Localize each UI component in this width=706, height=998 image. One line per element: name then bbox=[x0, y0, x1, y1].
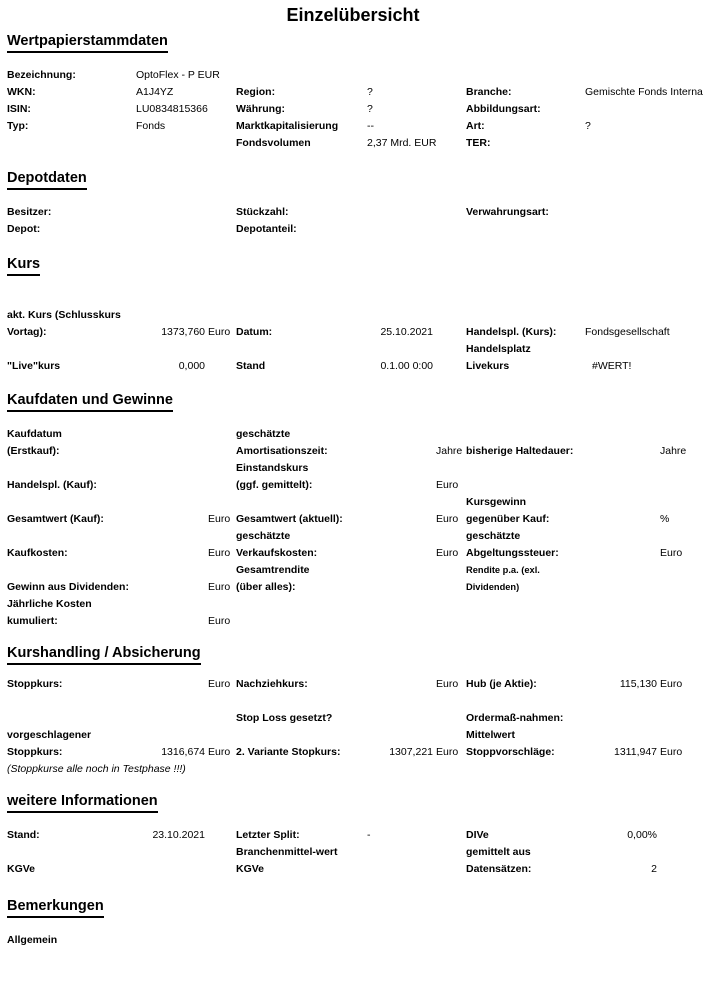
field-label: Vortag): bbox=[7, 326, 47, 338]
section-heading bbox=[7, 643, 699, 663]
data-row bbox=[7, 613, 699, 630]
field-label: ISIN: bbox=[7, 103, 31, 115]
unit-label: Euro bbox=[208, 326, 231, 338]
field-label: DIVe bbox=[466, 829, 489, 841]
field-label: Stückzahl: bbox=[236, 206, 289, 218]
field-label: WKN: bbox=[7, 86, 36, 98]
field-value: 23.10.2021 bbox=[152, 829, 205, 841]
unit-label: Euro bbox=[208, 615, 231, 627]
field-value: ? bbox=[367, 103, 373, 115]
data-row bbox=[7, 761, 699, 778]
section-heading bbox=[7, 896, 699, 916]
data-row bbox=[7, 693, 699, 710]
section-heading-text: Kurs bbox=[7, 254, 40, 276]
field-label: Marktkapitalisierung bbox=[236, 120, 339, 132]
unit-label: Jahre bbox=[436, 445, 463, 457]
data-row bbox=[7, 221, 699, 238]
field-value: OptoFlex - P EUR bbox=[136, 69, 220, 81]
field-label: Abgeltungssteuer: bbox=[466, 547, 559, 559]
data-row bbox=[7, 727, 699, 744]
data-row bbox=[7, 545, 699, 562]
field-value: 1307,221 bbox=[389, 746, 433, 758]
unit-label: Euro bbox=[208, 513, 231, 525]
field-label: bisherige Haltedauer: bbox=[466, 445, 574, 457]
data-row bbox=[7, 204, 699, 221]
field-label: Kursgewinn bbox=[466, 496, 527, 508]
field-value: 25.10.2021 bbox=[380, 326, 433, 338]
data-row bbox=[7, 477, 699, 494]
field-value: Fonds bbox=[136, 120, 166, 132]
data-row bbox=[7, 710, 699, 727]
field-label: Gewinn aus Dividenden: bbox=[7, 581, 129, 593]
section-heading-text: Kaufdaten und Gewinne bbox=[7, 390, 173, 412]
unit-label: Euro bbox=[208, 547, 231, 559]
data-row bbox=[7, 579, 699, 596]
field-label: Gesamtwert (aktuell): bbox=[236, 513, 343, 525]
field-label: Gesamtrendite bbox=[236, 564, 310, 576]
field-label: Stand: bbox=[7, 829, 40, 841]
data-row bbox=[7, 562, 699, 579]
field-value: 0.1.00 0:00 bbox=[380, 360, 433, 372]
section-heading-text: Wertpapierstammdaten bbox=[7, 31, 168, 53]
field-label: Kaufkosten: bbox=[7, 547, 68, 559]
section-weitere-informationen bbox=[7, 791, 699, 878]
field-label: gemittelt aus bbox=[466, 846, 531, 858]
field-value: ? bbox=[585, 120, 591, 132]
field-value: 0,000 bbox=[178, 360, 205, 372]
section-kurs bbox=[7, 254, 699, 375]
unit-label: Euro bbox=[208, 581, 231, 593]
data-row bbox=[7, 932, 699, 949]
field-value: - bbox=[367, 829, 371, 841]
field-value: ? bbox=[367, 86, 373, 98]
section-rows bbox=[7, 67, 703, 152]
data-row bbox=[7, 135, 699, 152]
unit-label: Euro bbox=[436, 547, 459, 559]
section-kurshandling-absicherung bbox=[7, 643, 699, 778]
data-row bbox=[7, 118, 699, 135]
field-label: Gesamtwert (Kauf): bbox=[7, 513, 104, 525]
field-label: (Erstkauf): bbox=[7, 445, 60, 457]
unit-label: Euro bbox=[660, 547, 683, 559]
note-text: (Stoppkurse alle noch in Testphase !!!) bbox=[7, 763, 186, 775]
field-value: Fondsgesellschaft bbox=[585, 326, 670, 338]
field-label: Nachziehkurs: bbox=[236, 678, 308, 690]
field-label: Verwahrungsart: bbox=[466, 206, 549, 218]
field-value: LU0834815366 bbox=[136, 103, 208, 115]
section-heading-text: Kurshandling / Absicherung bbox=[7, 643, 201, 665]
section-depotdaten bbox=[7, 168, 699, 238]
data-row bbox=[7, 324, 699, 341]
unit-label: Euro bbox=[436, 746, 459, 758]
field-label: geschätzte bbox=[466, 530, 521, 542]
field-label: Rendite p.a. (exl. bbox=[466, 565, 540, 575]
field-label: kumuliert: bbox=[7, 615, 58, 627]
field-label: "Live"kurs bbox=[7, 360, 61, 372]
field-value: 0,00% bbox=[627, 829, 657, 841]
field-value: 1311,947 bbox=[613, 746, 657, 758]
field-label: Handelspl. (Kauf): bbox=[7, 479, 97, 491]
field-label: Kaufdatum bbox=[7, 428, 62, 440]
section-heading bbox=[7, 791, 699, 811]
unit-label: Euro bbox=[660, 746, 683, 758]
section-kaufdaten-und-gewinne bbox=[7, 390, 699, 630]
field-label: geschätzte bbox=[236, 428, 291, 440]
field-label: Letzter Split: bbox=[236, 829, 300, 841]
field-label: TER: bbox=[466, 137, 491, 149]
data-row bbox=[7, 596, 699, 613]
field-label: Fondsvolumen bbox=[236, 137, 311, 149]
page-title: Einzelübersicht bbox=[286, 5, 420, 25]
field-label: Stand bbox=[236, 360, 266, 372]
field-value: 2,37 Mrd. EUR bbox=[367, 137, 437, 149]
field-label: 2. Variante Stopkurs: bbox=[236, 746, 341, 758]
data-row bbox=[7, 84, 703, 101]
field-label: Stoppkurs: bbox=[7, 678, 63, 690]
field-label: Abbildungsart: bbox=[466, 103, 541, 115]
unit-label: % bbox=[660, 513, 670, 525]
data-row bbox=[7, 844, 699, 861]
data-row bbox=[7, 494, 699, 511]
field-value: 2 bbox=[651, 863, 657, 875]
field-label: vorgeschlagener bbox=[7, 729, 92, 741]
field-label: Art: bbox=[466, 120, 485, 132]
field-label: Einstandskurs bbox=[236, 462, 309, 474]
field-label: Depotanteil: bbox=[236, 223, 297, 235]
unit-label: Euro bbox=[436, 678, 459, 690]
section-heading bbox=[7, 254, 699, 274]
unit-label: Euro bbox=[660, 678, 683, 690]
field-label: Livekurs bbox=[466, 360, 510, 372]
section-heading-text: Depotdaten bbox=[7, 168, 87, 190]
section-rows bbox=[7, 827, 699, 878]
unit-label: Euro bbox=[436, 513, 459, 525]
data-row bbox=[7, 528, 699, 545]
unit-label: Euro bbox=[208, 746, 231, 758]
field-label: Datum: bbox=[236, 326, 273, 338]
section-heading-text: weitere Informationen bbox=[7, 791, 158, 813]
data-row bbox=[7, 426, 699, 443]
field-label: Dividenden) bbox=[466, 582, 520, 592]
field-label: Amortisationszeit: bbox=[236, 445, 328, 457]
field-label: KGVe bbox=[7, 863, 36, 875]
field-label: Währung: bbox=[236, 103, 285, 115]
field-label: (über alles): bbox=[236, 581, 296, 593]
data-row bbox=[7, 676, 699, 693]
field-label: Typ: bbox=[7, 120, 29, 132]
data-row bbox=[7, 101, 699, 118]
unit-label: Euro bbox=[208, 678, 231, 690]
section-heading bbox=[7, 168, 699, 188]
field-label: Datensätzen: bbox=[466, 863, 532, 875]
field-label: Hub (je Aktie): bbox=[466, 678, 537, 690]
field-label: (ggf. gemittelt): bbox=[236, 479, 313, 491]
section-rows bbox=[7, 307, 699, 375]
section-heading bbox=[7, 390, 699, 410]
section-bemerkungen bbox=[7, 896, 699, 949]
field-label: Allgemein bbox=[7, 934, 58, 946]
data-row bbox=[7, 67, 699, 84]
field-label: Stoppkurs: bbox=[7, 746, 63, 758]
field-label: Depot: bbox=[7, 223, 41, 235]
field-value: A1J4YZ bbox=[136, 86, 174, 98]
section-heading-text: Bemerkungen bbox=[7, 896, 104, 918]
section-rows bbox=[7, 204, 699, 238]
field-value: 1373,760 bbox=[161, 326, 205, 338]
data-row bbox=[7, 443, 699, 460]
field-label: Verkaufskosten: bbox=[236, 547, 318, 559]
unit-label: Euro bbox=[436, 479, 459, 491]
data-row bbox=[7, 511, 699, 528]
field-value: Gemischte Fonds Interna bbox=[585, 86, 703, 98]
field-label: Besitzer: bbox=[7, 206, 52, 218]
field-label: Mittelwert bbox=[466, 729, 516, 741]
field-label: Handelspl. (Kurs): bbox=[466, 326, 557, 338]
section-rows bbox=[7, 932, 699, 949]
section-heading bbox=[7, 31, 699, 51]
field-value: 1316,674 bbox=[161, 746, 205, 758]
field-value: 115,130 bbox=[619, 678, 657, 690]
data-row bbox=[7, 744, 699, 761]
field-label: Branchenmittel-wert bbox=[236, 846, 338, 858]
field-label: gegenüber Kauf: bbox=[466, 513, 550, 525]
data-row bbox=[7, 861, 699, 878]
data-row bbox=[7, 460, 699, 477]
field-label: akt. Kurs (Schlusskurs bbox=[7, 309, 121, 321]
field-label: geschätzte bbox=[236, 530, 291, 542]
data-row bbox=[7, 358, 699, 375]
field-label: Handelsplatz bbox=[466, 343, 531, 355]
section-rows bbox=[7, 676, 699, 778]
data-row bbox=[7, 827, 699, 844]
field-label: Branche: bbox=[466, 86, 512, 98]
data-row bbox=[7, 307, 699, 324]
unit-label: Jahre bbox=[660, 445, 687, 457]
field-value: -- bbox=[367, 120, 374, 132]
section-wertpapierstammdaten bbox=[7, 31, 703, 152]
field-label: Stop Loss gesetzt? bbox=[236, 712, 333, 724]
field-value: #WERT! bbox=[592, 360, 632, 372]
section-rows bbox=[7, 426, 699, 630]
data-row bbox=[7, 341, 699, 358]
field-label: KGVe bbox=[236, 863, 265, 875]
field-label: Stoppvorschläge: bbox=[466, 746, 555, 758]
field-label: Jährliche Kosten bbox=[7, 598, 92, 610]
field-label: Ordermaß-nahmen: bbox=[466, 712, 564, 724]
field-label: Region: bbox=[236, 86, 276, 98]
field-label: Bezeichnung: bbox=[7, 69, 76, 81]
